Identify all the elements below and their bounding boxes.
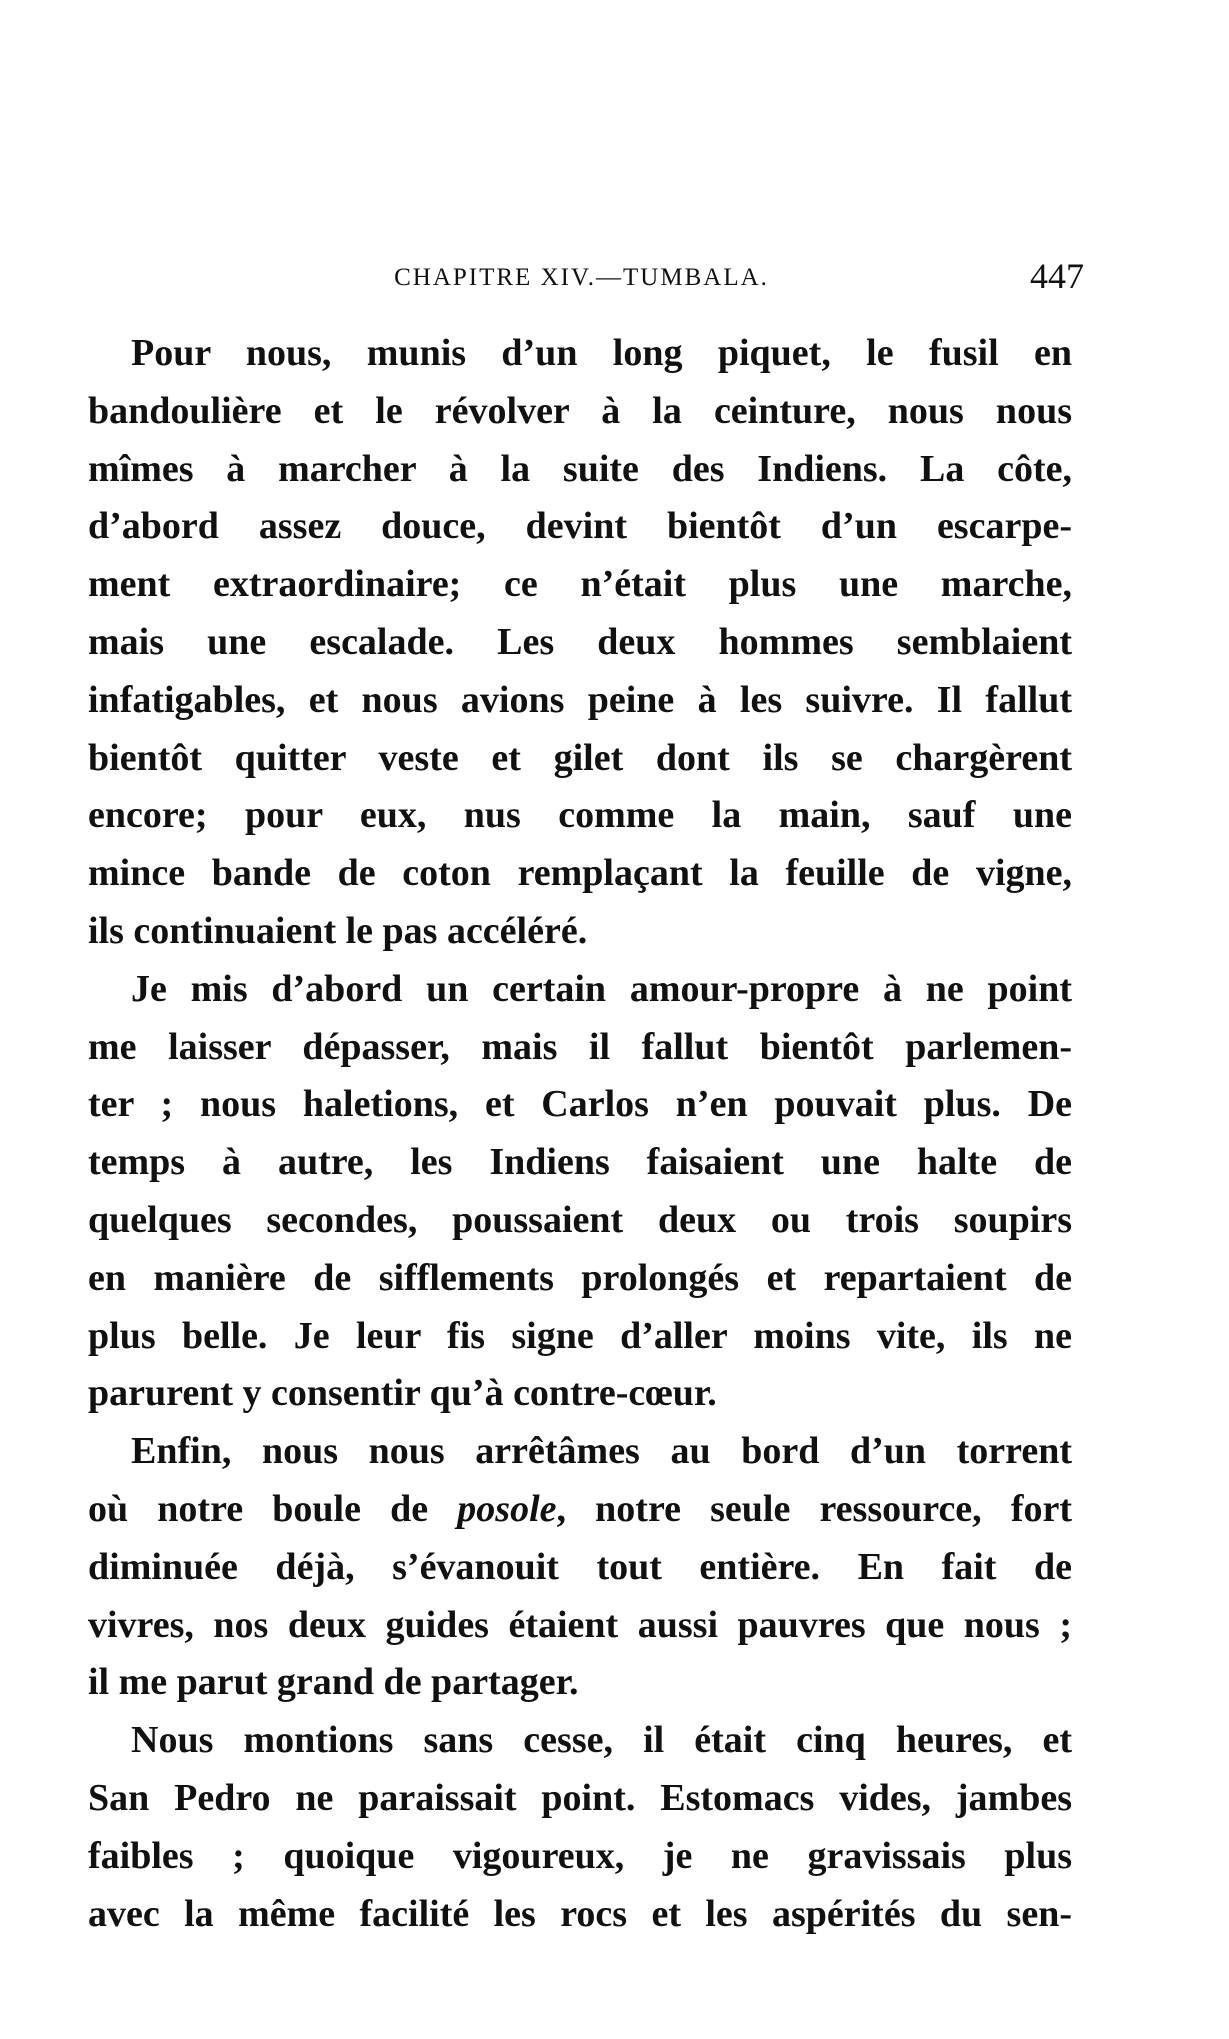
running-head: CHAPITRE XIV.—TUMBALA.	[394, 264, 769, 291]
text-line: vivres, nos deux guides étaient aussi pauvres que nous ;	[88, 1603, 1072, 1646]
text-line: ter ; nous haletions, et Carlos n’en pouvait plus. De	[88, 1083, 1072, 1126]
text-line: bandoulière et le révolver à la ceinture, nous nous	[88, 389, 1072, 432]
text-segment: , notre seule ressource, fort	[556, 1488, 1072, 1530]
text-segment: où notre boule de	[88, 1488, 458, 1530]
text-line: parurent y consentir qu’à contre-cœur.	[88, 1372, 717, 1415]
text-line: San Pedro ne paraissait point. Estomacs vides, jambes	[88, 1777, 1072, 1819]
text-line: plus belle. Je leur fis signe d’aller moins vite, ils ne	[88, 1314, 1072, 1357]
text-line: quelques secondes, poussaient deux ou trois soupirs	[88, 1199, 1072, 1241]
text-line	[88, 1485, 1072, 1533]
text-line: Nous montions sans cesse, il était cinq heures, et	[131, 1719, 1072, 1762]
text-line: ment extraordinaire; ce n’était plus une marche,	[88, 563, 1072, 606]
page-header	[0, 258, 1229, 298]
text-line: encore; pour eux, nus comme la main, sauf une	[88, 794, 1072, 837]
text-line: ils continuaient le pas accéléré.	[88, 910, 588, 952]
text-line: en manière de sifflements prolongés et repartaient de	[88, 1256, 1072, 1299]
italic-word: posole	[457, 1488, 557, 1530]
text-line: mîmes à marcher à la suite des Indiens. La côte,	[88, 447, 1072, 490]
text-line: d’abord assez douce, devint bientôt d’un escarpe-	[88, 505, 1072, 548]
text-line: Enfin, nous nous arrêtâmes au bord d’un torrent	[131, 1430, 1072, 1473]
text-line: bientôt quitter veste et gilet dont ils se chargèrent	[88, 736, 1072, 779]
text-line: Pour nous, munis d’un long piquet, le fusil en	[131, 332, 1072, 374]
text-line: Je mis d’abord un certain amour-propre à ne point	[131, 967, 1072, 1010]
text-line: il me parut grand de partager.	[88, 1661, 579, 1704]
text-line: avec la même facilité les rocs et les aspérités du sen-	[88, 1892, 1072, 1935]
text-line: mais une escalade. Les deux hommes semblaient	[88, 621, 1072, 663]
page-number: 447	[1030, 256, 1084, 296]
text-line: temps à autre, les Indiens faisaient une halte de	[88, 1141, 1072, 1184]
text-line: mince bande de coton remplaçant la feuille de vigne,	[88, 852, 1072, 895]
text-line: me laisser dépasser, mais il fallut bientôt parlemen-	[88, 1025, 1072, 1068]
text-line: infatigables, et nous avions peine à les suivre. Il fallut	[88, 678, 1072, 721]
text-line: faibles ; quoique vigoureux, je ne gravissais plus	[88, 1834, 1072, 1877]
text-line: diminuée déjà, s’évanouit tout entière. En fait de	[88, 1545, 1072, 1588]
